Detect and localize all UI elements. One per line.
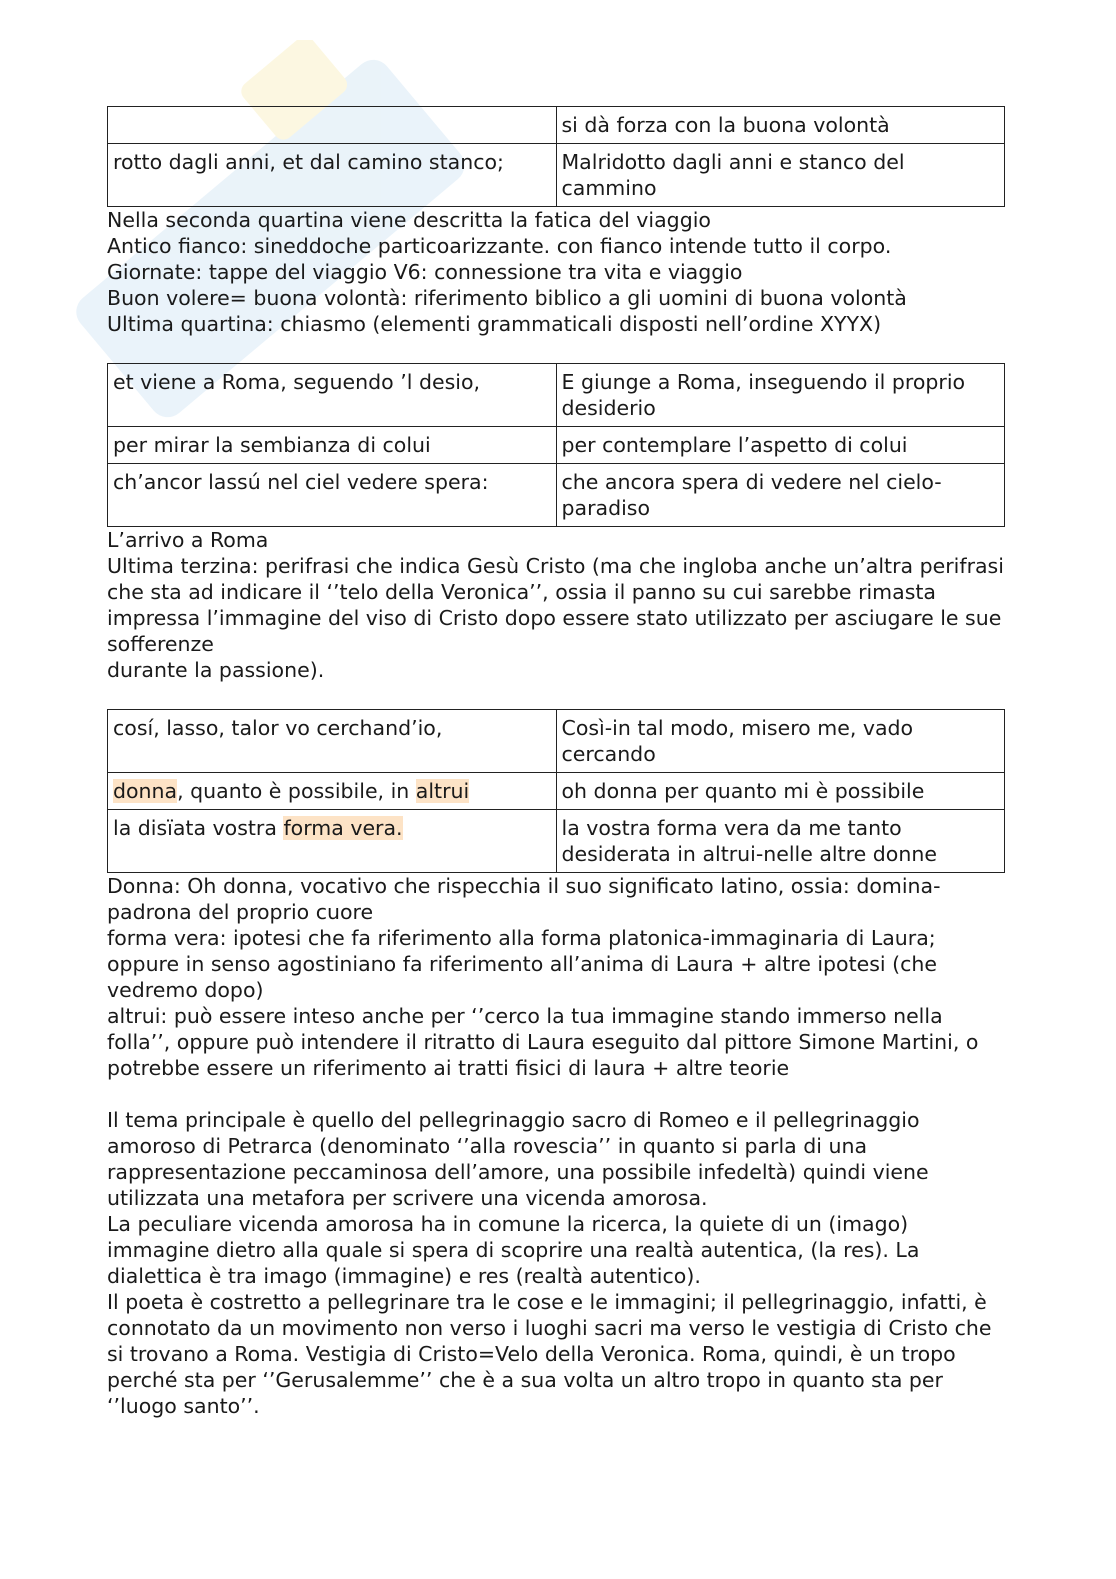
original-verse — [108, 107, 557, 144]
notes-section-3 — [107, 873, 1005, 1081]
notes-section-2 — [107, 527, 1005, 683]
note-paragraph: Donna: Oh donna, vocativo che rispecchia il suo significato latino, ossia: domina-padrona del proprio cuore — [107, 874, 941, 924]
paraphrase: Malridotto dagli anni e stanco del cammino — [556, 144, 1005, 207]
original-verse: rotto dagli anni, et dal camino stanco; — [108, 144, 557, 207]
note-line: Giornate: tappe del viaggio V6: connessione tra vita e viaggio — [107, 260, 743, 284]
paraphrase: la vostra forma vera da me tanto desiderata in altrui-nelle altre donne — [556, 810, 1005, 873]
original-verse: cosí, lasso, talor vo cerchand’io, — [108, 710, 557, 773]
highlighted-word: donna — [113, 779, 178, 803]
paraphrase: E giunge a Roma, inseguendo il proprio desiderio — [556, 364, 1005, 427]
original-verse: et viene a Roma, seguendo ’l desio, — [108, 364, 557, 427]
notes-section-1 — [107, 207, 1005, 337]
table-row — [108, 364, 1005, 427]
original-verse — [108, 773, 557, 810]
paraphrase: per contemplare l’aspetto di colui — [556, 427, 1005, 464]
translation-table-3 — [107, 709, 1005, 873]
table-row — [108, 810, 1005, 873]
note-paragraph: Il poeta è costretto a pellegrinare tra le cose e le immagini; il pellegrinaggio, infatti, è connotato da un movimento non verso i luoghi sacri ma verso le vestigia di Cristo che si trovano a Roma. Vestigia di Cristo=Velo della Veronica. Roma, quindi, è un tropo perché sta per ‘’Gerusalemme’’ che è a sua volta un altro tropo in quanto sta per ‘’luogo santo’’. — [107, 1290, 992, 1418]
table-row — [108, 464, 1005, 527]
table-row — [108, 773, 1005, 810]
paraphrase: oh donna per quanto mi è possibile — [556, 773, 1005, 810]
translation-table-1 — [107, 106, 1005, 207]
note-line: Nella seconda quartina viene descritta la fatica del viaggio — [107, 208, 711, 232]
verse-text: , quanto è possibile, in — [177, 779, 416, 803]
notes-section-4 — [107, 1107, 1005, 1419]
note-paragraph: Il tema principale è quello del pellegrinaggio sacro di Romeo e il pellegrinaggio amoroso di Petrarca (denominato ‘’alla rovescia’’ in quanto si parla di una rappresentazione peccaminosa dell’amore, una possibile infedeltà) quindi viene utilizzata una metafora per scrivere una vicenda amorosa. — [107, 1108, 929, 1210]
document-page — [107, 106, 1005, 1419]
section-title: L’arrivo a Roma — [107, 528, 269, 552]
highlighted-word: altrui — [415, 779, 470, 803]
verse-text: la disïata vostra — [113, 816, 284, 840]
original-verse: per mirar la sembianza di colui — [108, 427, 557, 464]
table-row — [108, 144, 1005, 207]
table-row — [108, 710, 1005, 773]
note-line: Buon volere= buona volontà: riferimento biblico a gli uomini di buona volontà — [107, 286, 907, 310]
original-verse: ch’ancor lassú nel ciel vedere spera: — [108, 464, 557, 527]
note-paragraph: forma vera: ipotesi che fa riferimento alla forma platonica-immaginaria di Laura; oppure in senso agostiniano fa riferimento all’anima di Laura + altre ipotesi (che vedremo dopo) — [107, 926, 938, 1002]
translation-table-2 — [107, 363, 1005, 527]
table-row — [108, 107, 1005, 144]
note-paragraph: La peculiare vicenda amorosa ha in comune la ricerca, la quiete di un (imago) immagine dietro alla quale si spera di scoprire una realtà autentica, (la res). La dialettica è tra imago (immagine) e res (realtà autentico). — [107, 1212, 920, 1288]
paraphrase: si dà forza con la buona volontà — [556, 107, 1005, 144]
note-paragraph: Ultima terzina: perifrasi che indica Gesù Cristo (ma che ingloba anche un’altra perifrasi che sta ad indicare il ‘’telo della Veronica’’, ossia il panno su cui sarebbe rimasta impressa l’immagine del viso di Cristo dopo essere stato utilizzato per asciugare le sue sofferenze — [107, 554, 1004, 656]
note-paragraph: altrui: può essere inteso anche per ‘’cerco la tua immagine stando immerso nella folla’’, oppure può intendere il ritratto di Laura eseguito dal pittore Simone Martini, o potrebbe essere un riferimento ai tratti fisici di laura + altre teorie — [107, 1004, 979, 1080]
note-line: Ultima quartina: chiasmo (elementi grammaticali disposti nell’ordine XYYX) — [107, 312, 882, 336]
note-line: durante la passione). — [107, 658, 325, 682]
paraphrase: Così-in tal modo, misero me, vado cercando — [556, 710, 1005, 773]
table-row — [108, 427, 1005, 464]
note-line: Antico fianco: sineddoche particoarizzante. con fianco intende tutto il corpo. — [107, 234, 892, 258]
original-verse — [108, 810, 557, 873]
highlighted-word: forma vera. — [283, 816, 403, 840]
paraphrase: che ancora spera di vedere nel cielo-paradiso — [556, 464, 1005, 527]
